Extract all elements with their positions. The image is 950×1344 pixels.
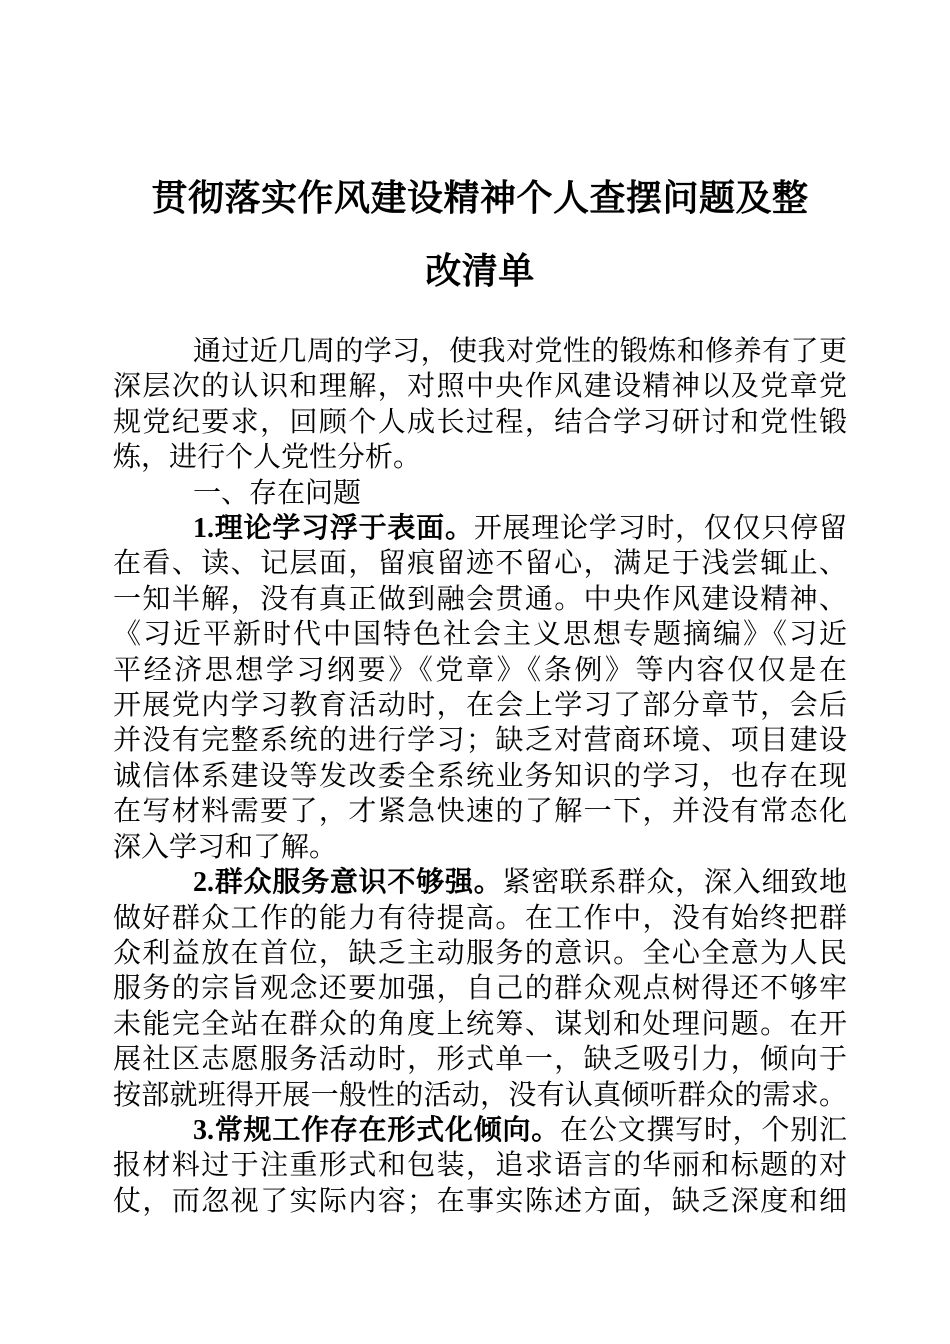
document-body bbox=[113, 334, 847, 1219]
text-line: 众利益放在首位，缺乏主动服务的意识。全心全意为人民 bbox=[113, 937, 847, 969]
text-line: 平经济思想学习纲要》《党章》《条例》等内容仅仅是在 bbox=[113, 654, 847, 686]
text-line: 2.群众服务意识不够强。紧密联系群众，深入细致地 bbox=[193, 867, 847, 899]
text-line: 1.理论学习浮于表面。开展理论学习时，仅仅只停留 bbox=[193, 513, 847, 545]
title-line-1: 贯彻落实作风建设精神个人查摆问题及整 bbox=[151, 178, 809, 218]
text-line: 通过近几周的学习，使我对党性的锻炼和修养有了更 bbox=[193, 336, 847, 367]
text-line: 炼，进行个人党性分析。 bbox=[113, 442, 422, 474]
text-line: 报材料过于注重形式和包装，追求语言的华丽和标题的对 bbox=[113, 1150, 847, 1182]
bold-lead-text: 3.常规工作存在形式化倾向。 bbox=[193, 1114, 561, 1146]
text-line: 展社区志愿服务活动时，形式单一，缺乏吸引力，倾向于 bbox=[113, 1044, 847, 1076]
text-line: 诚信体系建设等发改委全系统业务知识的学习，也存在现 bbox=[113, 760, 847, 792]
text-line: 一、存在问题 bbox=[193, 477, 362, 509]
text-line: 一知半解，没有真正做到融会贯通。中央作风建设精神、 bbox=[113, 583, 847, 615]
text-line: 深层次的认识和理解，对照中央作风建设精神以及党章党 bbox=[113, 371, 847, 403]
text-line: 开展党内学习教育活动时，在会上学习了部分章节，会后 bbox=[113, 690, 847, 722]
text-line: 做好群众工作的能力有待提高。在工作中，没有始终把群 bbox=[113, 902, 847, 934]
text-line: 并没有完整系统的进行学习；缺乏对营商环境、项目建设 bbox=[113, 725, 847, 757]
text-line: 未能完全站在群众的角度上统筹、谋划和处理问题。在开 bbox=[113, 1008, 847, 1040]
document-title bbox=[113, 162, 847, 308]
title-line-2: 改清单 bbox=[425, 251, 535, 291]
text-line: 仗，而忽视了实际内容；在事实陈述方面，缺乏深度和细 bbox=[113, 1185, 847, 1217]
text-line: 深入学习和了解。 bbox=[113, 831, 338, 863]
text-line: 3.常规工作存在形式化倾向。在公文撰写时，个别汇 bbox=[193, 1114, 847, 1146]
text-line: 《习近平新时代中国特色社会主义思想专题摘编》《习近 bbox=[113, 619, 847, 651]
text-line: 按部就班得开展一般性的活动，没有认真倾听群众的需求。 bbox=[113, 1079, 847, 1111]
bold-lead-text: 2.群众服务意识不够强。 bbox=[193, 867, 503, 899]
text-line: 服务的宗旨观念还要加强，自己的群众观点树得还不够牢 bbox=[113, 973, 847, 1005]
text-line: 规党纪要求，回顾个人成长过程，结合学习研讨和党性锻 bbox=[113, 406, 847, 438]
bold-lead-text: 1.理论学习浮于表面。 bbox=[193, 513, 474, 545]
text-line: 在写材料需要了，才紧急快速的了解一下，并没有常态化 bbox=[113, 796, 847, 828]
text-line: 在看、读、记层面，留痕留迹不留心，满足于浅尝辄止、 bbox=[113, 548, 847, 580]
